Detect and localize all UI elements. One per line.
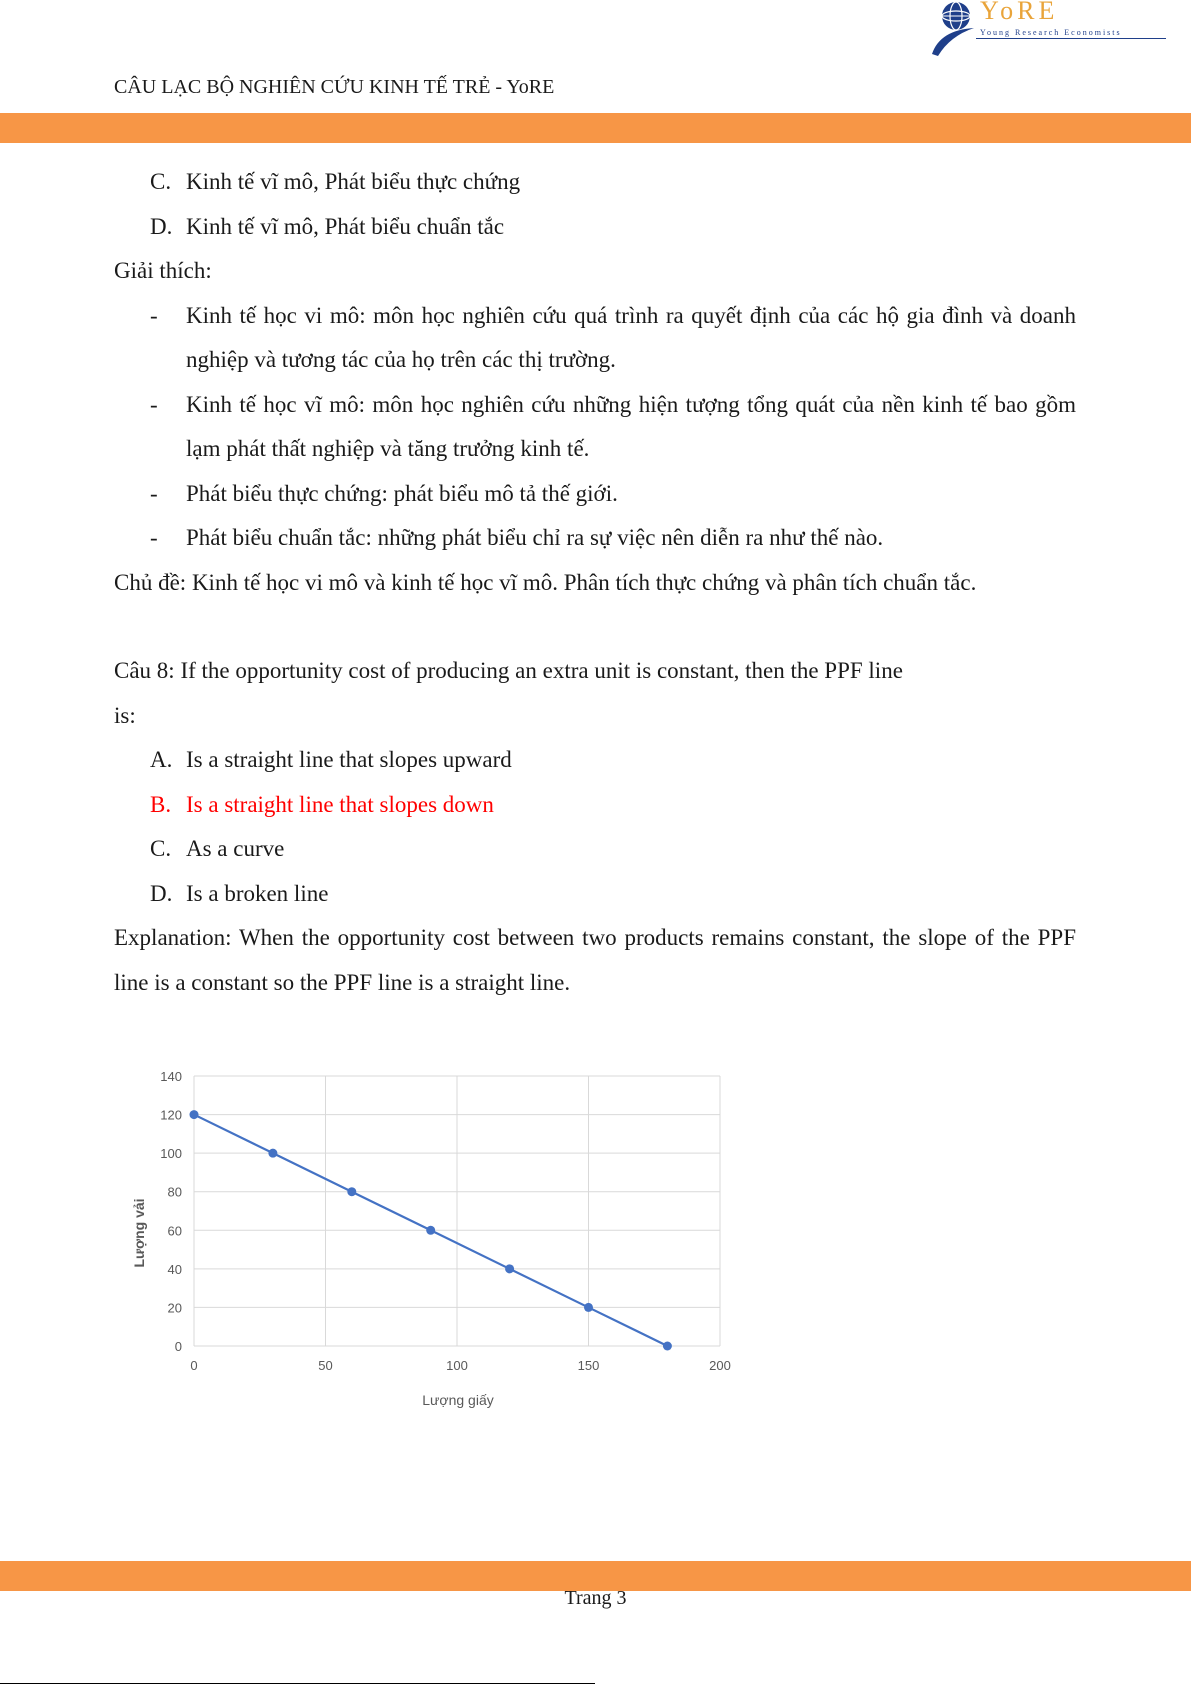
x-tick-label: 200 — [709, 1358, 731, 1373]
spacer — [114, 605, 1076, 649]
bullet-item — [114, 294, 1076, 383]
y-tick-label: 60 — [167, 1223, 182, 1239]
bottom-rule — [0, 1683, 595, 1684]
page-number: Trang 3 — [564, 1587, 627, 1609]
y-tick-label: 100 — [160, 1146, 182, 1162]
bullet-dash: - — [150, 525, 158, 550]
option-d-section1 — [114, 205, 1076, 250]
header-band — [0, 113, 1191, 143]
option-text: Is a straight line that slopes down — [186, 791, 494, 817]
y-tick-label: 80 — [167, 1184, 182, 1200]
question-8-line2: is: — [114, 702, 136, 728]
option-letter: C. — [150, 836, 172, 861]
data-point — [663, 1342, 672, 1351]
y-tick-label: 140 — [160, 1069, 182, 1084]
option-text: Kinh tế vĩ mô, Phát biểu chuẩn tắc — [186, 213, 505, 239]
y-tick-label: 20 — [167, 1300, 182, 1316]
bullet-item — [114, 472, 1076, 517]
y-tick-label: 0 — [174, 1339, 182, 1354]
option-text: Is a broken line — [186, 880, 329, 906]
bullet-text: Phát biểu thực chứng: phát biểu mô tả thế giới. — [186, 480, 618, 506]
question-8-line1: Câu 8: If the opportunity cost of producing an extra unit is constant, then the PPF line — [114, 658, 903, 683]
option-letter: C. — [150, 169, 172, 194]
chart-grid — [194, 1076, 720, 1346]
explain-label: Giải thích: — [114, 258, 212, 283]
bullet-item — [114, 383, 1076, 472]
option-text: Kinh tế vĩ mô, Phát biểu thực chứng — [186, 169, 521, 194]
option-letter: D. — [150, 880, 173, 906]
bullet-dash: - — [150, 391, 158, 417]
option-letter: B. — [150, 791, 172, 817]
ppf-chart — [120, 1068, 760, 1418]
page-content — [114, 160, 1076, 1005]
explanation: Explanation: When the opportunity cost between two products remains constant, the slope of the PPF line is a constant so the PPF line is a straight line. — [114, 925, 1076, 995]
option-c — [114, 827, 1076, 872]
logo-text: YoRE — [980, 0, 1059, 25]
globe-icon — [930, 0, 978, 58]
topic-line: Chủ đề: Kinh tế học vi mô và kinh tế học vĩ mô. Phân tích thực chứng và phân tích chuẩn tắc. — [114, 569, 977, 595]
yore-logo — [930, 0, 1140, 58]
data-point — [347, 1187, 356, 1196]
bullet-text: Kinh tế học vi mô: môn học nghiên cứu quá trình ra quyết định của các hộ gia đình và doanh nghiệp và tương tác của họ trên các thị trường. — [186, 302, 1076, 372]
bullet-text: Kinh tế học vĩ mô: môn học nghiên cứu những hiện tượng tổng quát của nền kinh tế bao gồm lạm phát thất nghiệp và tăng trưởng kinh tế. — [186, 391, 1076, 461]
option-text: Is a straight line that slopes upward — [186, 747, 512, 772]
x-tick-label: 150 — [577, 1358, 600, 1373]
y-tick-label: 40 — [167, 1261, 182, 1277]
option-b-correct — [114, 783, 1076, 828]
data-point — [426, 1226, 435, 1235]
x-tick-label: 100 — [446, 1358, 468, 1373]
data-point — [190, 1110, 199, 1119]
data-point — [584, 1303, 593, 1312]
logo-subtitle: Young Research Economists — [980, 28, 1122, 37]
y-axis-label: Lượng vải — [131, 1198, 147, 1268]
logo-underline — [976, 38, 1166, 39]
bullet-item — [114, 516, 1076, 561]
y-tick-label: 120 — [160, 1107, 182, 1123]
bullet-dash: - — [150, 302, 158, 328]
bullet-text: Phát biểu chuẩn tắc: những phát biểu chỉ ra sự việc nên diễn ra như thế nào. — [186, 525, 884, 550]
option-letter: D. — [150, 213, 173, 239]
x-axis-label: Lượng giấy — [422, 1392, 494, 1408]
data-point — [505, 1264, 514, 1273]
option-a — [114, 738, 1076, 783]
x-tick-label: 0 — [190, 1358, 198, 1373]
bullet-dash: - — [150, 480, 158, 506]
option-c-section1 — [114, 160, 1076, 205]
option-d — [114, 872, 1076, 917]
option-text: As a curve — [186, 836, 285, 861]
data-point — [268, 1149, 277, 1158]
x-tick-label: 50 — [318, 1358, 333, 1373]
option-letter: A. — [150, 747, 173, 772]
header-title: CÂU LẠC BỘ NGHIÊN CỨU KINH TẾ TRẺ - YoRE — [114, 76, 555, 98]
